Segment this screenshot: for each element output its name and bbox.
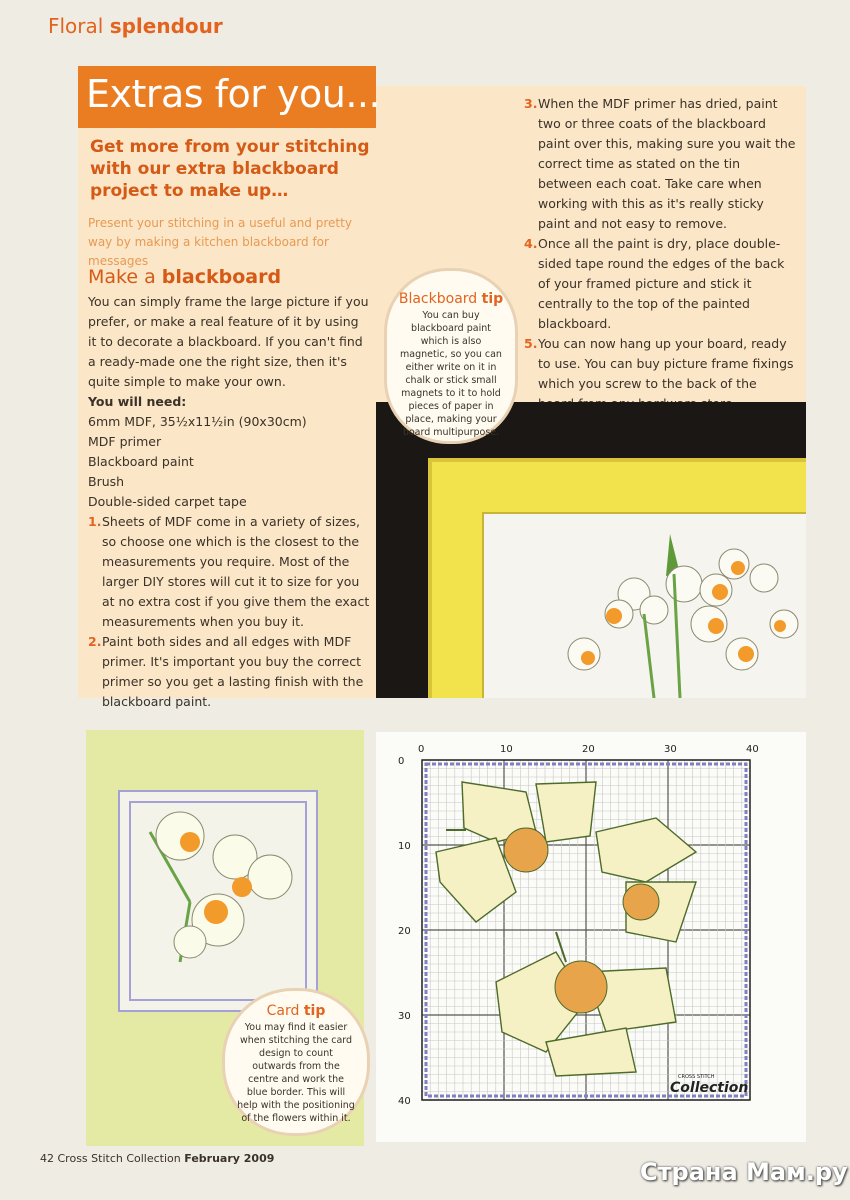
tip-title-text: Card [266,1003,300,1019]
page-footer [40,1152,274,1165]
step-text: Sheets of MDF come in a variety of sizes, so choose one which is the closest to the measurements you require. Most of the larger DIY stores will cut it to size for you at no extra cost if you give them the exact measurements when you buy it. [102,514,370,629]
step-number: 2. [88,634,102,649]
tip-title-bold: tip [481,291,504,307]
material-item: 6mm MDF, 35½x11½in (90x30cm) [88,414,307,429]
tip-title [387,291,515,307]
x-tick-label: 20 [582,744,595,755]
card-tip [222,988,370,1136]
instructions-right [524,94,796,414]
step-number: 3. [524,96,538,111]
daffodil-stitching-image [484,514,806,698]
section-name: Floral [48,14,104,38]
tip-text: You can buy blackboard paint which is also magnetic, so you can either write on it in chalk or stick small magnets to it to hold pieces of paper in place, making your board multipurpose. [400,310,502,438]
y-tick-label: 0 [398,756,405,767]
cross-stitch-chart [376,732,806,1142]
y-tick-label: 30 [398,1011,411,1022]
extras-intro: Present your stitching in a useful and pretty way by making a kitchen blackboard for messages [88,216,352,268]
x-tick-label: 10 [500,744,513,755]
y-tick-label: 40 [398,1096,411,1107]
step-1 [88,512,370,632]
tip-title-text: Blackboard [398,291,478,307]
section-intro: You can simply frame the large picture if you prefer, or make a real feature of it by using it to decorate a blackboard. If you can't find a ready-made one the right size, then it's quite simple to make your own. [88,294,369,389]
y-tick-label: 10 [398,841,411,852]
issue-date: February 2009 [184,1152,275,1165]
blackboard-tip [384,268,518,444]
section-header [48,14,223,38]
extras-subtitle: Get more from your stitching with our extra blackboard project to make up… [90,137,370,201]
heading-prefix: Make a [88,266,156,288]
materials-label: You will need: [88,394,187,409]
heading-bold: blackboard [161,266,282,288]
tip-title-bold: tip [303,1003,326,1019]
step-number: 5. [524,336,538,351]
card-aperture [118,790,318,1012]
material-item: Blackboard paint [88,454,194,469]
chart-brand: Collection [670,1080,749,1096]
card-daffodil-image [120,792,316,1010]
material-item: Double-sided carpet tape [88,494,247,509]
step-number: 4. [524,236,538,251]
site-watermark: Страна Мам.ру [640,1158,848,1186]
tip-title [225,1003,367,1019]
extras-title: Extras for you... [86,72,381,116]
magazine-name: Cross Stitch Collection [57,1152,181,1165]
step-text: When the MDF primer has dried, paint two or three coats of the blackboard paint over this, making sure you wait the correct time as stated on the tin between each coat. Take care when working with this as it's really sticky paint and not easy to remove. [538,96,796,231]
x-tick-label: 0 [418,744,425,755]
step-text: Paint both sides and all edges with MDF primer. It's important you buy the correct primer so you get a lasting finish with the blackboard paint. [102,634,364,709]
step-number: 1. [88,514,102,529]
step-3 [524,94,796,234]
step-text: Once all the paint is dry, place double-sided tape round the edges of the back of your framed picture and stick it centrally to the top of the painted blackboard. [538,236,785,331]
step-text: You can now hang up your board, ready to use. You can buy picture frame fixings which you screw to the back of the [538,336,794,391]
step-4 [524,234,796,334]
framed-stitching [482,512,806,698]
material-item: MDF primer [88,434,162,449]
tip-text: You may find it easier when stitching the card design to count outwards from the centre and work the blue border. This will help with the positioning of the flowers within it. [237,1022,355,1124]
material-item: Brush [88,474,125,489]
instructions-left [88,292,370,712]
x-tick-label: 40 [746,744,759,755]
x-tick-label: 30 [664,744,677,755]
step-2 [88,632,370,712]
section-name-bold: splendour [109,14,223,38]
page-number: 42 [40,1152,54,1165]
section-heading [88,266,281,288]
y-tick-label: 20 [398,926,411,937]
chart-brand-small: CROSS STITCH [678,1074,715,1080]
chart-grid [376,732,806,1142]
